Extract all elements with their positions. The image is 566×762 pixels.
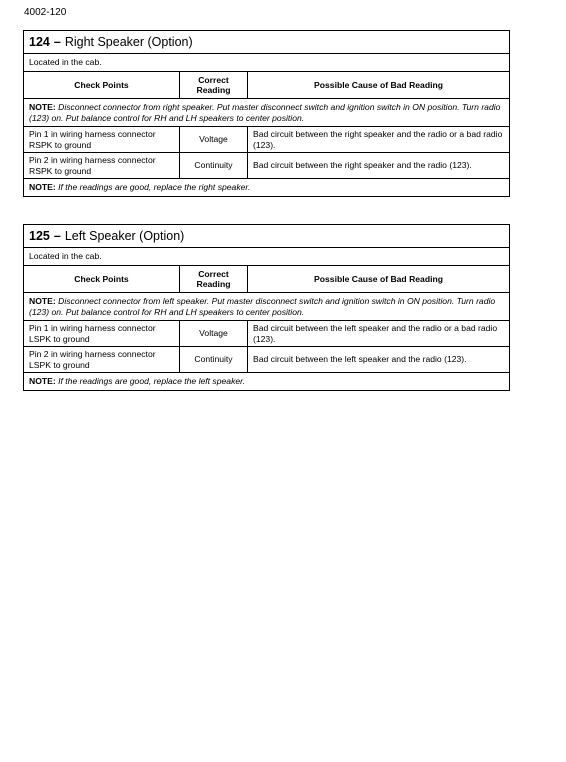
cause-cell: Bad circuit between the right speaker and the radio (123).	[248, 153, 510, 179]
note-label: NOTE:	[29, 296, 56, 306]
column-header-possible-cause: Possible Cause of Bad Reading	[248, 72, 510, 99]
title-dash: –	[53, 229, 61, 243]
note-text: Disconnect connector from right speaker. Put master disconnect switch and ignition switch in ON position. Turn radio (123) on. Put balance control for RH and LH speakers to center position.	[29, 102, 501, 123]
section-title-text: Left Speaker (Option)	[64, 229, 185, 243]
check-point-cell: Pin 1 in wiring harness connector RSPK to ground	[24, 127, 180, 153]
column-header-check-points: Check Points	[24, 266, 180, 293]
check-point-cell: Pin 2 in wiring harness connector RSPK to ground	[24, 153, 180, 179]
column-header-correct-reading: Correct Reading	[180, 72, 248, 99]
section-table-right-speaker	[23, 30, 510, 197]
reading-cell: Continuity	[180, 347, 248, 373]
cause-cell: Bad circuit between the left speaker and the radio or a bad radio (123).	[248, 321, 510, 347]
reading-cell: Voltage	[180, 127, 248, 153]
section-title	[24, 225, 510, 248]
note-label: NOTE:	[29, 182, 56, 192]
check-point-cell: Pin 1 in wiring harness connector LSPK to ground	[24, 321, 180, 347]
note-text: If the readings are good, replace the right speaker.	[58, 182, 251, 192]
section-title-text: Right Speaker (Option)	[64, 35, 193, 49]
note-label: NOTE:	[29, 376, 56, 386]
table-row	[24, 153, 510, 179]
table-row	[24, 127, 510, 153]
note-text: Disconnect connector from left speaker. Put master disconnect switch and ignition switch in ON position. Turn radio (123) on. Put balance control for RH and LH speakers to center position.	[29, 296, 496, 317]
title-dash: –	[53, 35, 61, 49]
note-top	[24, 99, 510, 127]
note-top	[24, 293, 510, 321]
cause-cell: Bad circuit between the left speaker and the radio (123).	[248, 347, 510, 373]
section-number: 125	[29, 229, 50, 243]
table-row	[24, 321, 510, 347]
check-point-cell: Pin 2 in wiring harness connector LSPK to ground	[24, 347, 180, 373]
section-number: 124	[29, 35, 50, 49]
reading-cell: Voltage	[180, 321, 248, 347]
column-header-correct-reading: Correct Reading	[180, 266, 248, 293]
column-header-possible-cause: Possible Cause of Bad Reading	[248, 266, 510, 293]
note-bottom	[24, 373, 510, 391]
location-text: Located in the cab.	[24, 54, 510, 72]
location-text: Located in the cab.	[24, 248, 510, 266]
section-table-left-speaker	[23, 224, 510, 391]
section-title	[24, 31, 510, 54]
page-number-header: 4002-120	[24, 7, 67, 18]
note-text: If the readings are good, replace the left speaker.	[58, 376, 246, 386]
cause-cell: Bad circuit between the right speaker and the radio or a bad radio (123).	[248, 127, 510, 153]
table-row	[24, 347, 510, 373]
reading-cell: Continuity	[180, 153, 248, 179]
note-label: NOTE:	[29, 102, 56, 112]
note-bottom	[24, 179, 510, 197]
column-header-check-points: Check Points	[24, 72, 180, 99]
